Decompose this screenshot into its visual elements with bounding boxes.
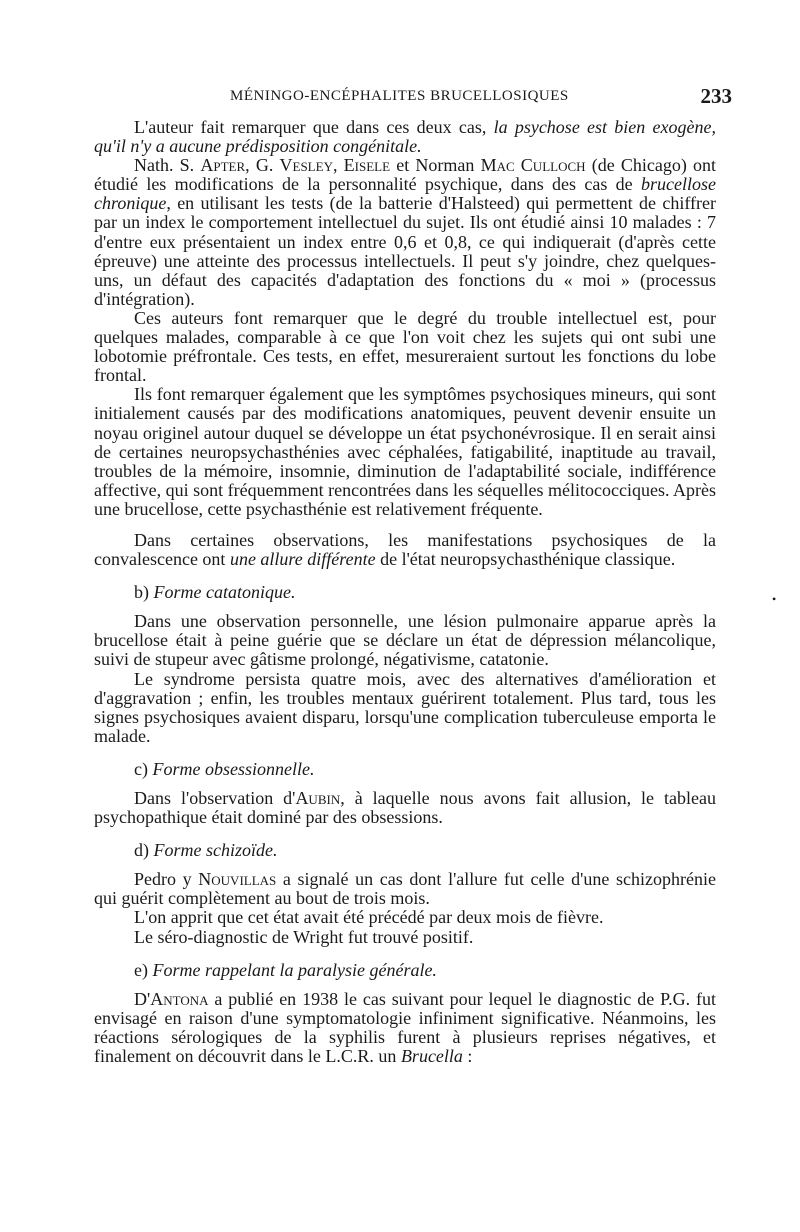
running-head [90,84,732,112]
author-name: Mac Culloch [480,155,586,176]
paragraph-apter-vesley: Nath. S. Apter, G. Vesley, Eisele et Norman Mac Culloch (de Chicago) ont étudié les modifications de la personnalité psychique, dans des cas de brucellose chronique, en utilisant les tests (de la batterie d'Halsteed) qui permettent de chiffrer par un index le comportement intellectuel du sujet. Ils ont étudié ainsi 10 malades : 7 d'entre eux présentaient un index entre 0,6 et 0,8, ce qui indiquerait (d'après cette épreuve) une atteinte des processus intellectuels. Il peut s'y joindre, chez quelques-uns, un défaut des capacités d'adaptation des fonctions du « moi » (processus d'intégration). [94,155,717,309]
author-name: Apter [200,155,246,176]
paragraph-fievre: L'on apprit que cet état avait été précédé par deux mois de fièvre. [134,907,604,928]
author-name: Aubin [295,788,341,808]
paragraph-antona: D'Antona a publié en 1938 le cas suivant pour lequel le diagnostic de P.G. fut envisagé en raison d'une symptomatologie infiniment significative. Néanmoins, les réactions sérologiques de la syphilis furent à plusieurs reprises négatives, et finalement on découvrit dans le L.C.R. un Brucella : [94,988,716,1067]
running-head-title: MÉNINGO-ENCÉPHALITES BRUCELLOSIQUES [230,88,569,104]
margin-speck: • [772,592,777,606]
body-text [94,118,716,1066]
paragraph-syndrome: Le syndrome persista quatre mois, avec des alternatives d'amélioration et d'aggravation ; enfin, les troubles mentaux guérirent totalement. Plus tard, tous les signes psychosiques avaient disparu, lorsqu'une complication tuberculeuse emporta le malade. [94,668,716,746]
author-name: Eisele [343,155,391,176]
section-heading-paralysie-generale: e) Forme rappelant la paralysie générale. [134,959,437,980]
paragraph-allure-differente: Dans certaines observations, les manifestations psychosiques de la convalescence ont une allure différente de l'état neuropsychasthénique classique. [94,529,716,570]
paragraph-wright: Le séro-diagnostic de Wright fut trouvé positif. [134,926,474,947]
paragraph-neuropsychasthenie: Ils font remarquer également que les symptômes psychosiques mineurs, qui sont initialement causés par des modifications anatomiques, peuvent devenir ensuite un noyau originel autour duquel se développe un état psychonévrosique. Il en serait ainsi de certaines neuropsychasthénies avec céphalées, fatigabilité, inaptitude au travail, troubles de la mémoire, insomnie, diminution de l'adaptabilité sociale, indifférence affective, qui sont fréquemment rencontrées dans les séquelles mélitococciques. Après une brucellose, cette psychasthénie est relativement fréquente. [94,384,716,519]
section-heading-schizoide: d) Forme schizoïde. [134,840,278,861]
author-name: Antona [150,988,209,1009]
paragraph-nouvillas: Pedro y Nouvillas a signalé un cas dont l'allure fut celle d'une schizophrénie qui guérit complètement au bout de trois mois. [94,869,716,909]
section-heading-obsessionnelle: c) Forme obsessionnelle. [134,758,315,779]
page-number: 233 [700,84,732,108]
paragraph-exogene: L'auteur fait remarquer que dans ces deux cas, la psychose est bien exogène, qu'il n'y a aucune prédisposition congénitale. [94,117,716,157]
paragraph-aubin: Dans l'observation d'Aubin, à laquelle nous avons fait allusion, le tableau psychopathique était dominé par des obsessions. [94,788,716,828]
section-heading-catatonique: b) Forme catatonique. [134,582,296,603]
author-name: Nouvillas [198,869,277,890]
paragraph-lobotomie: Ces auteurs font remarquer que le degré du trouble intellectuel est, pour quelques malades, comparable à ce que l'on voit chez les sujets qui ont subi une lobotomie préfrontale. Ces tests, en effet, mesureraient surtout les fonctions du lobe frontal. [94,307,716,386]
author-name: Vesley [279,155,333,176]
paragraph-observation-personnelle: Dans une observation personnelle, une lésion pulmonaire apparue après la brucellose était à peine guérie que se déclare un état de dépression mélancolique, suivi de stupeur avec gâtisme prolongé, négativisme, catatonie. [94,611,716,670]
